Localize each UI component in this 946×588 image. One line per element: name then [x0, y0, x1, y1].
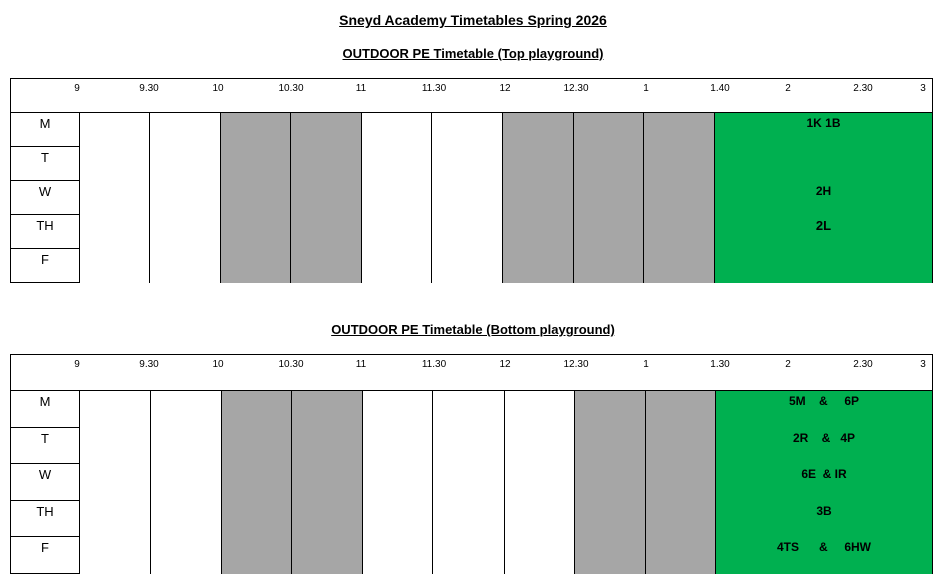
free-slot: [80, 537, 151, 574]
unavailable-slot: [575, 428, 646, 465]
free-slot: [80, 464, 151, 501]
time-label: 11.30: [421, 83, 447, 94]
day-label: F: [10, 537, 80, 574]
time-label: 11: [355, 83, 367, 94]
time-label: 1: [643, 359, 649, 370]
free-slot: [505, 464, 575, 501]
free-slot: [80, 147, 150, 181]
pe-class-block: [715, 147, 933, 181]
day-row: [10, 249, 933, 283]
time-label: 1.40: [710, 83, 730, 94]
day-row: [10, 215, 933, 249]
unavailable-slot: [575, 464, 646, 501]
unavailable-slot: [503, 113, 574, 147]
unavailable-slot: [574, 147, 644, 181]
free-slot: [505, 501, 575, 538]
free-slot: [433, 391, 505, 428]
free-slot: [80, 428, 151, 465]
unavailable-slot: [574, 181, 644, 215]
unavailable-slot: [644, 215, 715, 249]
free-slot: [80, 501, 151, 538]
time-label: 2.30: [853, 83, 873, 94]
unavailable-slot: [644, 147, 715, 181]
unavailable-slot: [221, 249, 291, 283]
unavailable-slot: [291, 249, 362, 283]
unavailable-slot: [292, 464, 363, 501]
day-row: [10, 537, 933, 574]
day-row: [10, 501, 933, 538]
unavailable-slot: [222, 537, 292, 574]
free-slot: [80, 391, 151, 428]
unavailable-slot: [291, 215, 362, 249]
day-row: [10, 428, 933, 465]
time-header-row: [10, 78, 933, 113]
time-label: 2.30: [853, 359, 873, 370]
day-label: T: [10, 428, 80, 465]
unavailable-slot: [575, 391, 646, 428]
pe-class-block: [715, 249, 933, 283]
time-label: 9: [74, 83, 80, 94]
free-slot: [363, 501, 433, 538]
unavailable-slot: [292, 428, 363, 465]
unavailable-slot: [222, 501, 292, 538]
unavailable-slot: [221, 147, 291, 181]
unavailable-slot: [291, 181, 362, 215]
free-slot: [151, 464, 222, 501]
free-slot: [363, 428, 433, 465]
pe-class-block: 2R & 4P: [716, 428, 933, 465]
free-slot: [151, 428, 222, 465]
pe-class-block: 1K 1B: [715, 113, 933, 147]
free-slot: [150, 147, 221, 181]
unavailable-slot: [221, 113, 291, 147]
free-slot: [80, 249, 150, 283]
unavailable-slot: [221, 215, 291, 249]
free-slot: [151, 391, 222, 428]
unavailable-slot: [291, 113, 362, 147]
pe-class-block: 2L: [715, 215, 933, 249]
unavailable-slot: [292, 501, 363, 538]
unavailable-slot: [575, 537, 646, 574]
free-slot: [505, 537, 575, 574]
free-slot: [433, 537, 505, 574]
unavailable-slot: [221, 181, 291, 215]
free-slot: [433, 428, 505, 465]
free-slot: [362, 249, 432, 283]
unavailable-slot: [503, 249, 574, 283]
free-slot: [362, 113, 432, 147]
unavailable-slot: [644, 113, 715, 147]
time-label: 2: [785, 83, 791, 94]
day-label: M: [10, 391, 80, 428]
time-label: 2: [785, 359, 791, 370]
day-label: W: [10, 181, 80, 215]
free-slot: [150, 215, 221, 249]
free-slot: [432, 181, 503, 215]
free-slot: [150, 181, 221, 215]
day-label: W: [10, 464, 80, 501]
unavailable-slot: [646, 391, 716, 428]
day-label: F: [10, 249, 80, 283]
unavailable-slot: [503, 181, 574, 215]
free-slot: [505, 391, 575, 428]
free-slot: [362, 147, 432, 181]
time-label: 12: [499, 359, 511, 370]
day-row: [10, 391, 933, 428]
unavailable-slot: [503, 215, 574, 249]
day-label: T: [10, 147, 80, 181]
free-slot: [432, 249, 503, 283]
free-slot: [151, 501, 222, 538]
unavailable-slot: [644, 181, 715, 215]
time-label: 3: [920, 359, 926, 370]
unavailable-slot: [646, 464, 716, 501]
unavailable-slot: [574, 113, 644, 147]
time-label: 1.30: [710, 359, 730, 370]
free-slot: [363, 391, 433, 428]
time-label: 9.30: [139, 359, 159, 370]
time-label: 3: [920, 83, 926, 94]
pe-class-block: 5M & 6P: [716, 391, 933, 428]
time-label: 10.30: [278, 359, 304, 370]
free-slot: [432, 215, 503, 249]
free-slot: [433, 501, 505, 538]
unavailable-slot: [575, 501, 646, 538]
time-label: 9.30: [139, 83, 159, 94]
pe-class-block: 4TS & 6HW: [716, 537, 933, 574]
unavailable-slot: [644, 249, 715, 283]
day-row: [10, 464, 933, 501]
free-slot: [505, 428, 575, 465]
day-label: TH: [10, 215, 80, 249]
bottom-timetable-title: OUTDOOR PE Timetable (Bottom playground): [331, 322, 615, 337]
day-row: [10, 147, 933, 181]
unavailable-slot: [503, 147, 574, 181]
day-label: M: [10, 113, 80, 147]
unavailable-slot: [222, 464, 292, 501]
page-title: Sneyd Academy Timetables Spring 2026: [339, 12, 607, 28]
time-label: 11.30: [421, 359, 447, 370]
time-label: 10.30: [278, 83, 304, 94]
unavailable-slot: [292, 537, 363, 574]
time-label: 9: [74, 359, 80, 370]
time-label: 11: [355, 359, 367, 370]
free-slot: [150, 249, 221, 283]
day-row: [10, 181, 933, 215]
pe-class-block: 2H: [715, 181, 933, 215]
time-label: 10: [212, 83, 224, 94]
time-header-row: [10, 354, 933, 391]
top-timetable-title: OUTDOOR PE Timetable (Top playground): [342, 46, 604, 61]
free-slot: [151, 537, 222, 574]
unavailable-slot: [646, 428, 716, 465]
free-slot: [432, 113, 503, 147]
free-slot: [363, 537, 433, 574]
free-slot: [80, 113, 150, 147]
time-label: 12: [499, 83, 511, 94]
time-label: 1: [643, 83, 649, 94]
free-slot: [432, 147, 503, 181]
time-label: 12.30: [563, 83, 589, 94]
unavailable-slot: [291, 147, 362, 181]
pe-class-block: 6E & IR: [716, 464, 933, 501]
free-slot: [363, 464, 433, 501]
time-label: 12.30: [563, 359, 589, 370]
free-slot: [80, 215, 150, 249]
unavailable-slot: [222, 428, 292, 465]
free-slot: [433, 464, 505, 501]
free-slot: [150, 113, 221, 147]
day-row: [10, 113, 933, 147]
pe-class-block: 3B: [716, 501, 933, 538]
day-label: TH: [10, 501, 80, 538]
free-slot: [362, 215, 432, 249]
time-label: 10: [212, 359, 224, 370]
free-slot: [80, 181, 150, 215]
unavailable-slot: [646, 501, 716, 538]
free-slot: [362, 181, 432, 215]
unavailable-slot: [574, 249, 644, 283]
unavailable-slot: [574, 215, 644, 249]
unavailable-slot: [646, 537, 716, 574]
unavailable-slot: [222, 391, 292, 428]
unavailable-slot: [292, 391, 363, 428]
